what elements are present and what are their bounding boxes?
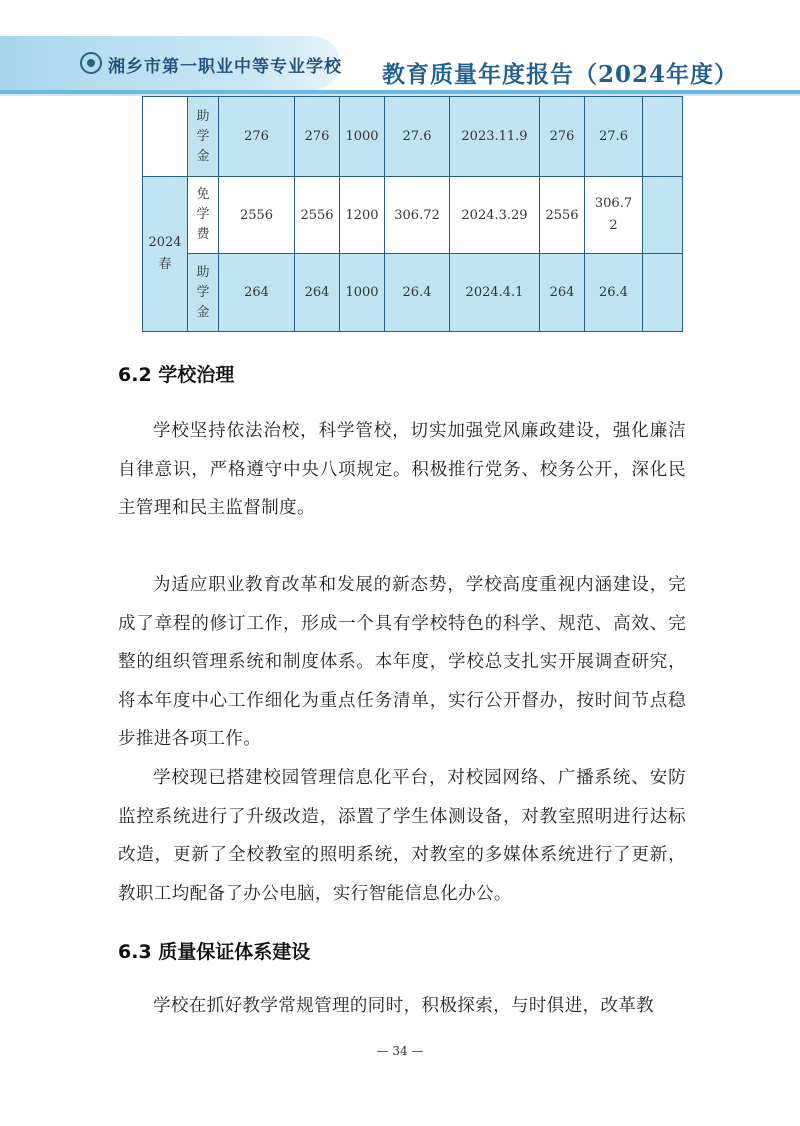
cell-value: 1200: [340, 177, 385, 254]
paragraph: 学校在抓好教学常规管理的同时，积极探索，与时俱进，改革教: [153, 996, 655, 1016]
section-heading-6-3: 6.3 质量保证体系建设: [118, 941, 311, 963]
section-heading-6-2: 6.2 学校治理: [118, 364, 235, 386]
cell-date: 2023.11.9: [450, 97, 540, 177]
cell-date: 2024.4.1: [450, 254, 540, 332]
cell-value: 1000: [340, 97, 385, 177]
cell-empty: [643, 97, 683, 177]
cell-value: 264: [295, 254, 340, 332]
cell-value: 306.72: [585, 177, 643, 254]
school-emblem-icon: [80, 52, 102, 74]
cell-value: 2556: [295, 177, 340, 254]
cell-value: 27.6: [585, 97, 643, 177]
cell-value: 2556: [219, 177, 295, 254]
cell-value: 264: [219, 254, 295, 332]
cell-value: 1000: [340, 254, 385, 332]
cell-type: 助学金: [188, 97, 219, 177]
school-name: 湘乡市第一职业中等专业学校: [108, 57, 342, 77]
cell-value: 27.6: [385, 97, 450, 177]
cell-type: 免学费: [188, 177, 219, 254]
cell-value: 276: [295, 97, 340, 177]
cell-type: 助学金: [188, 254, 219, 332]
report-title: 教育质量年度报告（2024年度）: [381, 61, 738, 88]
cell-empty: [643, 177, 683, 254]
cell-value: 276: [219, 97, 295, 177]
table-row: [143, 97, 683, 177]
table-row: [143, 254, 683, 332]
cell-value: 26.4: [585, 254, 643, 332]
cell-date: 2024.3.29: [450, 177, 540, 254]
page-number: — 34 —: [376, 1044, 424, 1058]
cell-empty: [643, 254, 683, 332]
cell-term: [143, 97, 188, 177]
cell-term: 2024春: [143, 177, 188, 332]
cell-value: 26.4: [385, 254, 450, 332]
cell-value: 2556: [540, 177, 585, 254]
paragraph: 为适应职业教育改革和发展的新态势，学校高度重视内涵建设，完成了章程的修订工作，形成一个具有学校特色的科学、规范、高效、完整的组织管理系统和制度体系。本年度，学校总支扎实开展调查研究，将本年度中心工作细化为重点任务清单，实行公开督办，按时间节点稳步推进各项工作。: [118, 575, 686, 749]
paragraph: 学校现已搭建校园管理信息化平台，对校园网络、广播系统、安防监控系统进行了升级改造，添置了学生体测设备，对教室照明进行达标改造，更新了全校教室的照明系统，对教室的多媒体系统进行了更新，教职工均配备了办公电脑，实行智能信息化办公。: [118, 768, 686, 904]
page-header: [0, 0, 800, 96]
table-row: [143, 177, 683, 254]
funding-table: [142, 96, 683, 332]
paragraph: 学校坚持依法治校，科学管校，切实加强党风廉政建设，强化廉洁自律意识，严格遵守中央八项规定。积极推行党务、校务公开，深化民主管理和民主监督制度。: [118, 421, 686, 518]
cell-value: 276: [540, 97, 585, 177]
cell-value: 306.72: [385, 177, 450, 254]
cell-value: 264: [540, 254, 585, 332]
